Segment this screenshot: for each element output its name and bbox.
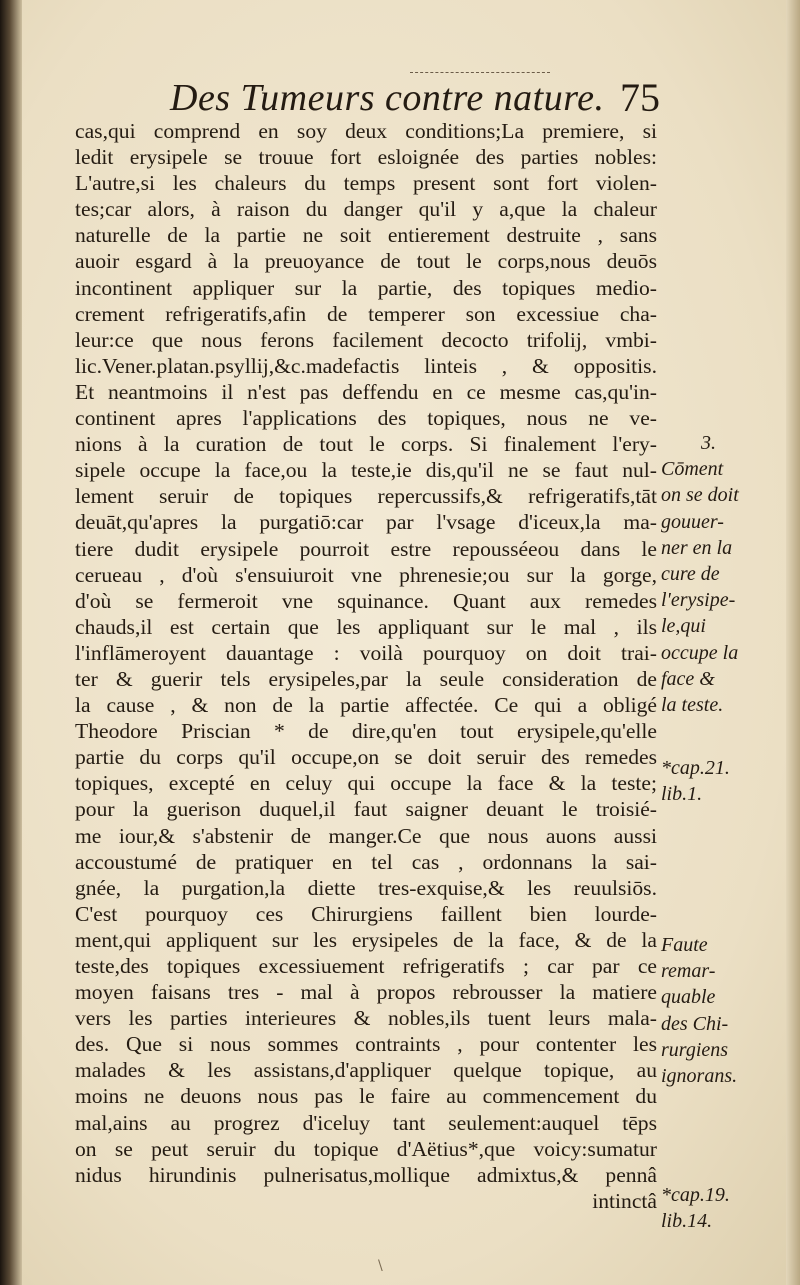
margin-note-reference-1 [661, 755, 786, 807]
text-line: gnée, la purgation,la diette tres-exquise,& les reuulsiōs. [75, 875, 657, 900]
header-rule [410, 72, 550, 73]
text-line: ledit erysipele se trouue fort esloignée des parties nobles: [75, 145, 657, 170]
margin-note-line: Cōment [661, 458, 724, 481]
margin-note-line: 3. [701, 432, 716, 454]
text-line: partie du corps qu'il occupe,on se doit seruir des remedes [75, 745, 657, 770]
margin-note-line: remar- [661, 960, 716, 983]
margin-note-line: le,qui [661, 615, 706, 638]
text-line: la cause , & non de la partie affectée. Ce qui a obligé [75, 693, 657, 718]
page-number: 75 [620, 75, 660, 120]
text-line: pour la guerison duquel,il faut saigner deuant le troisié- [75, 797, 657, 822]
text-line: chauds,il est certain que les appliquant sur le mal , ils [75, 614, 657, 639]
margin-note-line: on se doit [661, 484, 739, 507]
margin-note-line: lib.1. [661, 783, 703, 806]
margin-note-surgeons-error [661, 932, 786, 1089]
text-line: cerueau , d'où s'ensuiuroit vne phrenesie;ou sur la gorge, [75, 562, 657, 587]
text-line: moyen faisans tres - mal à propos rebrousser la matiere [75, 980, 657, 1005]
text-line: d'où se fermeroit vne squinance. Quant aux remedes [75, 588, 657, 613]
text-line: accoustumé de pratiquer en tel cas , ordonnans la sai- [75, 849, 657, 874]
text-line: Theodore Priscian * de dire,qu'en tout erysipele,qu'elle [75, 719, 657, 744]
margin-note-line: gouuer- [661, 510, 724, 533]
text-line: nions à la curation de tout le corps. Si finalement l'ery- [75, 432, 657, 457]
margin-note-line: cure de [661, 562, 720, 585]
text-line: teste,des topiques excessiuement refrigeratifs ; car par ce [75, 954, 657, 978]
text-line: Et neantmoins il n'est pas deffendu en ce mesme cas,qu'in- [75, 379, 657, 404]
text-line: leur:ce que nous ferons facilement decocto trifolij, vmbi- [75, 327, 657, 352]
text-line: tiere dudit erysipele pourroit estre repousséeou dans le [75, 536, 657, 561]
text-line: vers les parties interieures & nobles,ils tuent leurs mala- [75, 1006, 657, 1031]
margin-note-curing-erysipelas [661, 430, 786, 718]
text-line: malades & les assistans,d'appliquer quelque topique, au [75, 1058, 657, 1083]
text-line: tes;car alors, à raison du danger qu'il y a,que la chaleur [75, 197, 657, 222]
margin-note-line: la teste. [661, 693, 724, 716]
text-line: continent apres l'applications des topiques, nous ne ve- [75, 406, 657, 431]
text-line: crement refrigeratifs,afin de temperer son excessiue cha- [75, 301, 657, 326]
text-line: incontinent appliquer sur la partie, des topiques medio- [75, 275, 657, 300]
margin-note-line: rurgiens [661, 1038, 729, 1061]
margin-note-line: quable [661, 986, 716, 1009]
margin-note-line: face & [661, 667, 715, 690]
binding-edge [0, 0, 22, 1285]
text-line: cas,qui comprend en soy deux conditions;La premiere, si [75, 119, 657, 143]
text-line: nidus hirundinis pulnerisatus,mollique admixtus,& pennâ [75, 1162, 657, 1187]
text-line: ter & guerir tels erysipeles,par la seule consideration de [75, 666, 657, 691]
text-line: ment,qui appliquent sur les erysipeles de la face, & de la [75, 927, 657, 952]
text-line: l'inflāmeroyent dauantage : voilà pourquoy on doit trai- [75, 640, 657, 665]
text-line: naturelle de la partie ne soit entierement destruite , sans [75, 223, 657, 248]
bottom-mark: \ [378, 1258, 383, 1274]
margin-note-line: lib.14. [661, 1210, 713, 1233]
body-text [75, 118, 657, 1214]
margin-note-line: *cap.21. [661, 757, 730, 779]
text-line: L'autre,si les chaleurs du temps present sont fort violen- [75, 171, 657, 196]
margin-note-line: occupe la [661, 641, 739, 664]
text-line: on se peut seruir du topique d'Aëtius*,que voicy:sumatur [75, 1136, 657, 1161]
text-line: des. Que si nous sommes contraints , pour contenter les [75, 1032, 657, 1057]
text-line: lement seruir de topiques repercussifs,& refrigeratifs,tāt [75, 484, 657, 509]
margin-note-line: *cap.19. [661, 1184, 730, 1206]
text-line: moins ne deuons nous pas le faire au commencement du [75, 1084, 657, 1109]
margin-note-line: ignorans. [661, 1064, 738, 1087]
text-line: C'est pourquoy ces Chirurgiens faillent bien lourde- [75, 901, 657, 926]
margin-note-reference-2 [661, 1182, 786, 1234]
text-line: auoir esgard à la preuoyance de tout le corps,nous deuōs [75, 249, 657, 274]
margin-note-line: des Chi- [661, 1012, 729, 1035]
running-title: Des Tumeurs contre nature. [170, 77, 605, 119]
text-line: sipele occupe la face,ou la teste,ie dis,qu'il ne se faut nul- [75, 458, 657, 483]
text-line: intinctâ [592, 1188, 657, 1213]
page-header [170, 70, 660, 120]
text-line: lic.Vener.platan.psyllij,&c.madefactis linteis , & oppositis. [75, 353, 657, 378]
text-line: mal,ains au progrez d'iceluy tant seulement:auquel tēps [75, 1110, 657, 1135]
text-line: me iour,& s'abstenir de manger.Ce que nous auons aussi [75, 823, 657, 848]
text-line: deuāt,qu'apres la purgatiō:car par l'vsage d'iceux,la ma- [75, 510, 657, 535]
margin-note-line: Faute [661, 934, 708, 956]
margin-note-line: l'erysipe- [661, 589, 736, 612]
margin-note-line: ner en la [661, 536, 733, 559]
text-line: topiques, excepté en celuy qui occupe la face & la teste; [75, 771, 657, 796]
page-edge [786, 0, 800, 1285]
